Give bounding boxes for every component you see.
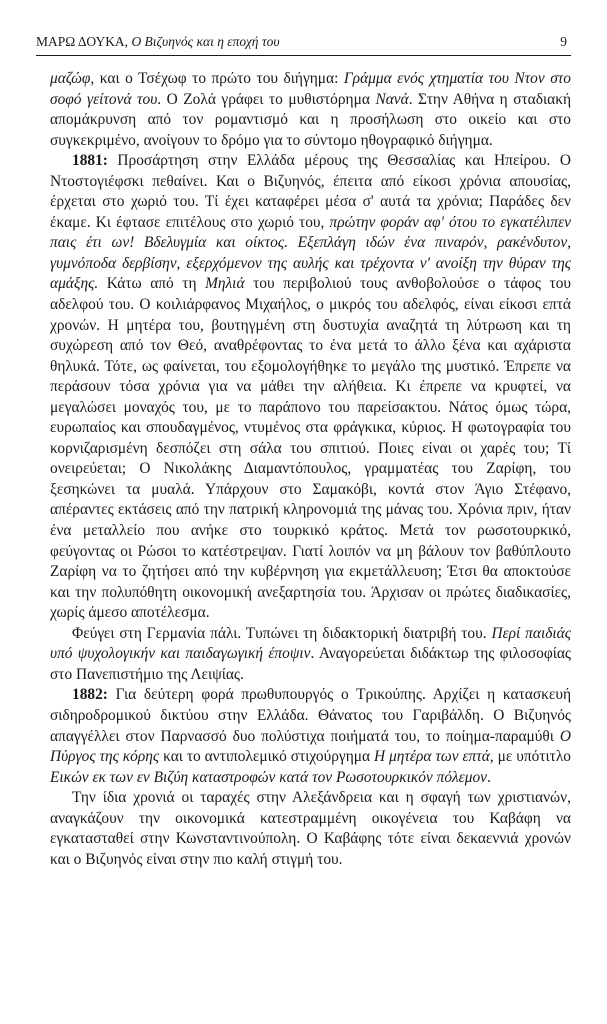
- running-title: [36, 34, 280, 50]
- text-run: , με υπότιτλο: [489, 748, 571, 766]
- paragraph: [50, 685, 571, 788]
- text-run: Φεύγει στη Γερμανία πάλι. Τυπώνει τη διδακτορική διατριβή του.: [72, 624, 492, 642]
- paragraph: [50, 69, 571, 151]
- text-run: . Στην Αθήνα η σταδιακή απομάκρυνση από τον ρομαντισμό και η προσήλωση στο οικείο και στο συγκεκριμένο, ανοίγουν το δρόμο για το σύντομο ηθογραφικό διήγημα.: [50, 90, 572, 149]
- page-number: 9: [560, 34, 567, 49]
- bold-year: 1881:: [72, 152, 108, 170]
- italic-text: μαζώφ: [50, 70, 91, 87]
- italic-text: Ο Πύργος της κόρης: [50, 727, 571, 766]
- italic-text: Γράμμα ενός χτηματία του Ντον στο σοφό γείτονά του: [50, 70, 571, 108]
- text-run: .: [487, 768, 491, 786]
- paragraph: [50, 624, 571, 686]
- body-text: [50, 69, 571, 870]
- text-run: και το αντιπολεμικό στιχούργημα: [159, 748, 374, 766]
- running-header: [36, 34, 571, 54]
- text-run: του περιβολιού τους ανθοβολούσε ο τάφος του αδελφού του. Ο κοιλιάρφανος Μιχαήλος, ο μικρός του αδελφός, είναι είκοσι επτά χρονών. Η μητέρα του, βουτηγμένη στη δυστυχία αναζητά τη λύτρωση και τη συχώρεση από τον Θεό, αναθρέφοντας το ένα μετά το άλλο ξένα και αχάριστα θηλυκά. Τότε, ως φαίνεται, του εξομολογήθηκε το μεγάλο της μυστικό. Έπρεπε να περάσουν τόσα χρόνια για να μάθει την αλήθεια. Κι έπρεπε να κρυφτεί, να μεγαλώσει μοναχός του, με το παράπονο του παρείσακτου. Νάτος όμως τώρα, ευρωπαίος και σπουδαγμένος, ντυμένος στα φράγκικα, κύριος. Η φωτογραφία του κορνιζαρισμένη δεσπόζει στη σάλα του σπιτιού. Ποιες είναι οι χαρές του; Τί ονειρεύεται; Ο Νικολάκης Διαμαντόπουλος, γραμματέας του Ζαρίφη, του ξεσηκώνει τα μυαλά. Υπάρχουν στο Σαμακόβι, κοντά στον Άγιο Στέφανο, απέραντες εκτάσεις από την πατρική κληρονομιά της μάνας του. Χρόνια πριν, ήταν ένα μεταλλείο που ανήκε στο τουρκικό κράτος. Μετά τον ρωσοτουρκικό, φεύγοντας οι Ρώσοι το κατέστρεψαν. Γιατί λοιπόν να μη βάλουν τον βαθύπλουτο Ζαρίφη να το ζητήσει από την κυβέρνηση για εκμετάλλευση; Έτσι θα αποκτούσε και την πολυπόθητη οικονομική ανεξαρτησία του. Άρχισαν οι πρώτες διαδικασίες, χωρίς άμεσο αποτέλεσμα.: [50, 275, 572, 622]
- text-run: Την ίδια χρονιά οι ταραχές στην Αλεξάνδρεια και η σφαγή των χριστιανών, αναγκάζουν την οικονομικά κατεστραμμένη οικογένεια του Καβάφη να εγκατασταθεί στην Κωνσταντινούπολη. Ο Καβάφης τότε είναι δεκαεννιά χρονών και ο Βιζυηνός είναι στην πιο καλή στιγμή του.: [50, 789, 571, 868]
- text-run: Προσάρτηση στην Ελλάδα μέρους της Θεσσαλίας και Ηπείρου. Ο Ντοστογιέφσκι πεθαίνει. Και ο Βιζυηνός, έπειτα από είκοσι χρόνια απουσίας, έρχεται στο χωριό του. Τί έχει καταφέρει μέσα σ' αυτά τα χρόνια; Παράδες δεν έκαμε. Κι έφτασε επιτέλους στο χωριό του,: [50, 152, 571, 231]
- text-run: Για δεύτερη φορά πρωθυπουργός ο Τρικούπης. Αρχίζει η κατασκευή σιδηροδρομικού δικτύου στην Ελλάδα. Θάνατος του Γαριβάλδη. Ο Βιζυηνός απαγγέλλει στον Παρνασσό δυο πολύστιχα ποιήματά του, το ποίημα-παραμύθι: [50, 686, 571, 745]
- italic-text: Περί παιδιάς υπό ψυχολογικήν και παιδαγωγική έποψιν: [50, 624, 571, 663]
- italic-text: Μηλιά: [205, 275, 245, 293]
- text-run: . Ο Ζολά γράφει το μυθιστόρημα: [157, 90, 376, 108]
- header-work-title: Ο Βιζυηνός και η εποχή του: [131, 34, 280, 49]
- italic-text: πρώτην φοράν αφ' ότου το εγκατέλιπεν παις έτι ων! Βδελυγμία και οίκτος. Εξεπλάγη ιδών ένα πιναρόν, ρακένδυτον, γυμνόποδα δερβίσην, εξερχόμενον της αυλής και τρέχοντα ν' ανοίξη την θύραν της αμάξης.: [50, 213, 571, 293]
- italic-text: Νανά: [375, 90, 409, 108]
- italic-text: Η μητέρα των επτά: [373, 748, 490, 766]
- header-rule: [36, 55, 571, 56]
- text-run: Κάτω από τη: [98, 275, 206, 293]
- bold-year: 1882:: [72, 686, 108, 704]
- paragraph: [50, 788, 571, 870]
- text-run: , και ο Τσέχωφ το πρώτο του διήγημα:: [90, 70, 344, 87]
- header-author: ΜΑΡΩ ΔΟΥΚΑ,: [36, 34, 129, 49]
- text-run: . Αναγορεύεται διδάκτωρ της φιλοσοφίας στο Πανεπιστήμιο της Λειψίας.: [50, 645, 572, 683]
- paragraph: [50, 151, 571, 624]
- italic-text: Εικών εκ των εν Βιζύη καταστροφών κατά τον Ρωσοτουρκικόν πόλεμον: [50, 768, 488, 786]
